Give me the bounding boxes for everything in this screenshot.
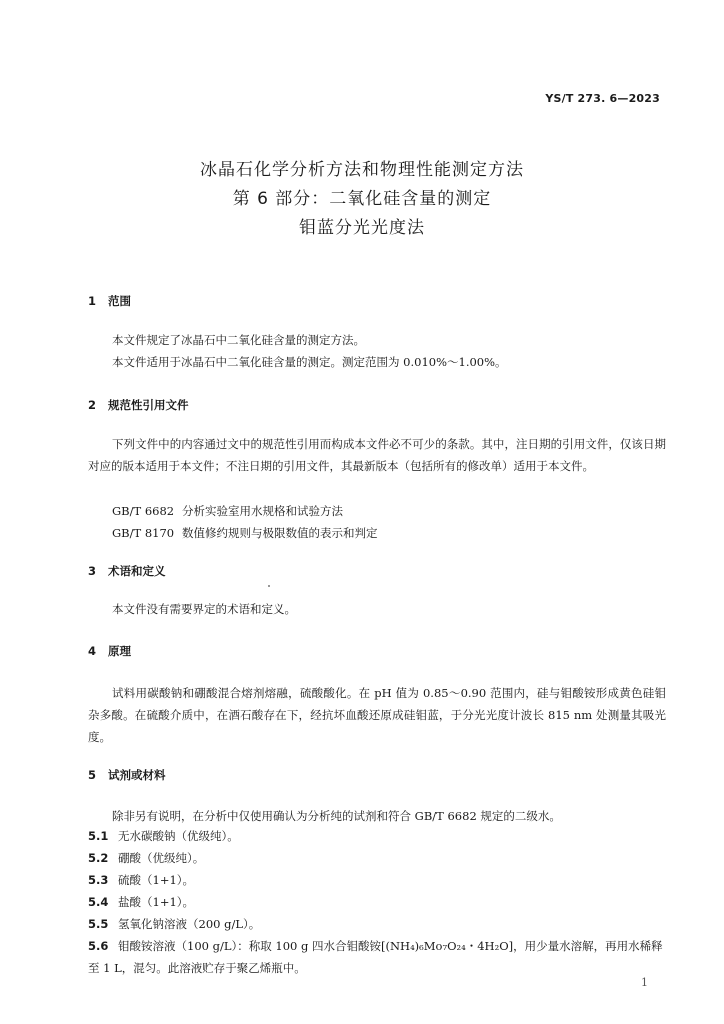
- section-4-paragraph-1: 试料用碳酸钠和硼酸混合熔剂熔融，硫酸酸化。在 pH 值为 0.85～0.90 范围内，硅与钼酸铵形成黄色硅钼杂多酸。在硫酸介质中，在酒石酸存在下，经抗坏血酸还原成硅钼蓝，于分光光度计波长 815 nm 处测量其吸光度。: [88, 686, 666, 744]
- list-item: [88, 913, 666, 935]
- section-number: 2: [88, 398, 97, 412]
- section-title: 试剂或材料: [108, 768, 166, 782]
- item-number: 5.3: [88, 873, 109, 887]
- list-item: [88, 891, 666, 913]
- section-4-heading: [88, 643, 131, 659]
- reference-entry: [112, 525, 378, 541]
- item-text: 无水碳酸钠（优级纯）。: [118, 829, 239, 843]
- section-2-heading: [88, 397, 189, 413]
- list-item: [88, 825, 666, 847]
- section-title: 术语和定义: [108, 564, 166, 578]
- reference-code: GB/T 6682: [112, 504, 175, 518]
- item-number: 5.2: [88, 851, 109, 865]
- section-1-paragraph-2: 本文件适用于冰晶石中二氧化硅含量的测定。测定范围为 0.010%～1.00%。: [112, 355, 507, 369]
- item-number: 5.4: [88, 895, 109, 909]
- section-number: 1: [88, 294, 97, 308]
- scan-speck: [268, 585, 270, 587]
- section-title: 范围: [108, 294, 131, 308]
- list-item: [88, 935, 666, 979]
- standard-code: YS/T 273. 6—2023: [545, 92, 660, 105]
- item-text: 氢氧化钠溶液（200 g/L）。: [118, 917, 261, 931]
- section-1-heading: [88, 293, 131, 309]
- document-title-line-1: 冰晶石化学分析方法和物理性能测定方法: [200, 160, 524, 180]
- item-text: 钼酸铵溶液（100 g/L）：称取 100 g 四水合钼酸铵[(NH₄)₆Mo₇O₂₄・4H₂O]，用少量水溶解，再用水稀释至 1 L，混匀。此溶液贮存于聚乙烯瓶中。: [88, 939, 663, 975]
- section-title: 规范性引用文件: [108, 398, 189, 412]
- item-text: 硼酸（优级纯）。: [118, 851, 205, 865]
- item-number: 5.5: [88, 917, 109, 931]
- section-3-paragraph-1: 本文件没有需要界定的术语和定义。: [112, 602, 296, 616]
- section-number: 3: [88, 564, 97, 578]
- reference-title: 分析实验室用水规格和试验方法: [182, 504, 343, 518]
- item-text: 硫酸（1+1）。: [118, 873, 195, 887]
- item-number: 5.1: [88, 829, 109, 843]
- page-number: 1: [641, 976, 648, 989]
- reference-code: GB/T 8170: [112, 526, 175, 540]
- section-number: 5: [88, 768, 97, 782]
- list-item: [88, 869, 666, 891]
- section-2-paragraph-1: 下列文件中的内容通过文中的规范性引用而构成本文件必不可少的条款。其中，注日期的引用文件，仅该日期对应的版本适用于本文件；不注日期的引用文件，其最新版本（包括所有的修改单）适用于本文件。: [88, 437, 666, 473]
- list-item: [88, 847, 666, 869]
- section-3-heading: [88, 563, 166, 579]
- section-5-paragraph-1: 除非另有说明，在分析中仅使用确认为分析纯的试剂和符合 GB/T 6682 规定的二级水。: [112, 809, 561, 823]
- section-5-heading: [88, 767, 166, 783]
- section-title: 原理: [108, 644, 131, 658]
- item-text: 盐酸（1+1）。: [118, 895, 195, 909]
- document-title-line-3: 钼蓝分光光度法: [299, 218, 425, 238]
- document-title-line-2: 第 6 部分：二氧化硅含量的测定: [232, 189, 492, 209]
- section-number: 4: [88, 644, 97, 658]
- section-1-paragraph-1: 本文件规定了冰晶石中二氧化硅含量的测定方法。: [112, 333, 365, 347]
- reference-entry: [112, 503, 343, 519]
- item-number: 5.6: [88, 939, 109, 953]
- reference-title: 数值修约规则与极限数值的表示和判定: [182, 526, 378, 540]
